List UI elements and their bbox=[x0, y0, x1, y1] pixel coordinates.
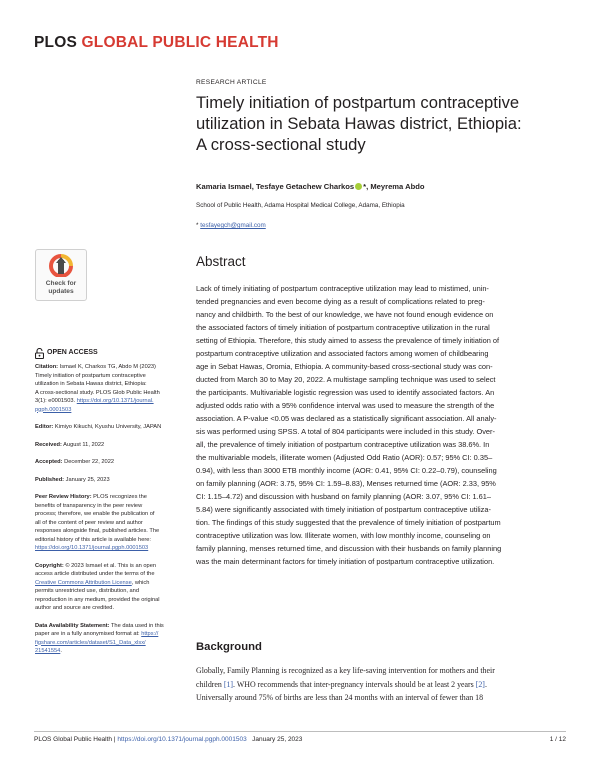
footer-divider bbox=[34, 731, 566, 732]
data-availability-label: Data Availability Statement: bbox=[35, 622, 110, 629]
data-link[interactable]: https:// bbox=[141, 631, 159, 637]
abstract-line: contraceptive utilization was low. Illiterate women, with low monthly income, counseling on bbox=[196, 531, 491, 540]
corresponding-marker: * bbox=[363, 182, 367, 191]
background-line: Globally, Family Planning is recognized as a key life-saving intervention for mothers and their bbox=[196, 666, 495, 675]
abstract-line: family planning, menses returned time, and discussion with their husbands on family planning bbox=[196, 544, 502, 553]
abstract-line: the participants. Multivariable logistic regression was used to identify associated factors. An bbox=[196, 388, 495, 397]
abstract-line: setting of Ethiopia. Therefore, this study aimed to assess the prevalence of timely initiation of bbox=[196, 336, 500, 345]
peer-review-text: all of the content of peer review and author bbox=[35, 519, 143, 526]
abstract-line: the multivariable models, illiterate women (Adjusted Odd Ratio (AOR): 0.57; 95% CI: 0.35– bbox=[196, 453, 493, 462]
footer-doi-link[interactable]: https://doi.org/10.1371/journal.pgph.0001503 bbox=[117, 736, 247, 743]
background-heading: Background bbox=[196, 641, 262, 653]
peer-review-text: benefits of transparency in the peer review bbox=[35, 502, 143, 509]
footer-date: January 25, 2023 bbox=[252, 736, 303, 743]
title-line: Timely initiation of postpartum contraceptive bbox=[196, 93, 520, 112]
abstract-line: tion. The findings of this study suggested that the prevalence of timely initiation of postpartum bbox=[196, 518, 501, 527]
article-info-sidebar bbox=[35, 348, 185, 665]
published-line bbox=[35, 476, 185, 485]
copyright-text: reproduction in any medium, provided the original bbox=[35, 596, 160, 603]
background-line: Universally around 75% of births are less than 24 months with an interval of fewer than 18 bbox=[196, 693, 484, 702]
footer-separator: | bbox=[112, 736, 118, 743]
page-number: 1 / 12 bbox=[549, 736, 566, 743]
abstract-line: tended pregnancies and even become dying as a result of complications related to preg- bbox=[196, 297, 485, 306]
abstract-line: age in Sebat Hawas, Oromia, Ethiopia. A community-based cross-sectional study was con- bbox=[196, 362, 493, 371]
correspondence-symbol: * bbox=[196, 222, 199, 229]
copyright-label: Copyright: bbox=[35, 562, 64, 569]
background-body bbox=[196, 664, 576, 705]
peer-review-block bbox=[35, 493, 185, 553]
journal-banner bbox=[34, 34, 279, 52]
orcid-icon[interactable] bbox=[355, 183, 362, 190]
abstract-line: was the main determinant factors for timely initiation of postpartum contraceptive utilization. bbox=[196, 557, 495, 566]
accepted-label: Accepted: bbox=[35, 459, 63, 465]
badge-line: Check for bbox=[45, 280, 77, 287]
abstract-line: all, the prevalence of timely initiation of postpartum contraceptive utilization was 38.6%. In bbox=[196, 440, 490, 449]
citation-doi-link[interactable]: pgph.0001503 bbox=[35, 406, 72, 413]
editor-value: Kimiyo Kikuchi, Kyushu University, JAPAN bbox=[53, 424, 162, 430]
badge-label bbox=[36, 280, 86, 295]
peer-review-text: responses alongside final, published articles. The bbox=[35, 528, 160, 534]
reference-link-2[interactable]: [2] bbox=[475, 679, 485, 689]
editor-label: Editor: bbox=[35, 424, 54, 430]
author-list bbox=[196, 182, 425, 191]
citation-text: Ismael K, Charkos TG, Abdo M (2023) bbox=[58, 364, 156, 370]
citation-text: utilization in Sebata Hawas district, Ethiopia: bbox=[35, 381, 147, 387]
copyright-text: , which bbox=[131, 579, 150, 586]
abstract-line: 5.84) were significantly associated with timely initiation of postpartum contraceptive utiliza- bbox=[196, 505, 491, 514]
background-text: . bbox=[484, 679, 487, 689]
citation-doi-link[interactable]: https://doi.org/10.1371/journal. bbox=[76, 398, 154, 404]
peer-review-link[interactable]: https://doi.org/10.1371/journal.pgph.0001503 bbox=[35, 545, 149, 551]
correspondence bbox=[196, 222, 266, 229]
data-availability-end: . bbox=[60, 648, 62, 654]
abstract-line: the associated factors of timely initiation of postpartum contraceptive utilization in the rural bbox=[196, 323, 490, 332]
received-line bbox=[35, 441, 185, 450]
data-availability-text: The data used in this bbox=[109, 622, 164, 629]
copyright-text: author and source are credited. bbox=[35, 605, 115, 611]
citation-label: Citation: bbox=[35, 364, 59, 370]
data-availability-text: paper are in a fully anonymised format at: bbox=[35, 631, 142, 637]
page-footer bbox=[34, 736, 302, 743]
peer-review-text: process; therefore, we enable the publication of bbox=[35, 511, 155, 517]
background-line bbox=[196, 678, 576, 692]
journal-name: GLOBAL PUBLIC HEALTH bbox=[81, 34, 279, 51]
abstract-line: adjusted odds ratio with a 95% confidence interval was used to measure the strength of the bbox=[196, 401, 495, 410]
citation-text: A cross-sectional study. PLOS Glob Public Health bbox=[35, 389, 160, 396]
license-link[interactable]: Creative Commons Attribution License bbox=[35, 579, 132, 586]
abstract-line: 0.94), with less than 3000 ETB monthly income (AOR: 0.41, 95% CI: 0.22–0.79), counseling bbox=[196, 466, 497, 475]
abstract-heading: Abstract bbox=[196, 254, 246, 269]
title-line: utilization in Sebata Hawas district, Ethiopia: bbox=[196, 114, 522, 133]
citation-text: Timely initiation of postpartum contraceptive bbox=[35, 372, 146, 379]
abstract-body bbox=[196, 282, 576, 568]
abstract-line: postpartum contraceptive utilization and associated factors among women of childbearing bbox=[196, 349, 489, 358]
editor-line bbox=[35, 423, 185, 432]
background-text: . WHO recommends that inter-pregnancy intervals should be at least 2 years bbox=[233, 679, 476, 689]
copyright-text: © 2023 Ismael et al. This is an open bbox=[63, 562, 157, 569]
author-names: Kamaria Ismael, Tesfaye Getachew Charkos bbox=[196, 182, 355, 191]
reference-link-1[interactable]: [1] bbox=[223, 679, 234, 689]
journal-publisher: PLOS bbox=[34, 34, 78, 51]
abstract-line: on family planning (AOR: 3.75, 95% CI: 1.59–8.83), Menses returned time (AOR: 2.33, 95% bbox=[196, 479, 496, 488]
copyright-text: permits unrestricted use, distribution, and bbox=[35, 588, 140, 594]
received-label: Received: bbox=[35, 441, 62, 448]
check-for-updates-badge[interactable] bbox=[35, 249, 87, 301]
received-value: August 11, 2022 bbox=[61, 441, 105, 448]
data-availability-block bbox=[35, 622, 185, 656]
abstract-line: ducted from March 30 to May 20, 2022. A multistage sampling technique was used to select bbox=[196, 375, 496, 384]
citation-text: 3(1): e0001503. bbox=[35, 398, 77, 404]
peer-review-text: editorial history of this article is available here: bbox=[35, 536, 152, 543]
copyright-block bbox=[35, 562, 185, 613]
data-link[interactable]: 21541554 bbox=[35, 648, 61, 654]
abstract-line: Lack of timely initiating of postpartum contraceptive utilization may lead to mistimed, unin- bbox=[196, 284, 489, 293]
abstract-line: nancy and childbirth. To the best of our knowledge, we have not found enough evidence on bbox=[196, 310, 494, 319]
open-access-label bbox=[35, 348, 185, 359]
citation-block bbox=[35, 363, 185, 414]
footer-journal: PLOS Global Public Health bbox=[34, 736, 113, 743]
check-updates-icon bbox=[47, 254, 75, 277]
affiliation: School of Public Health, Adama Hospital Medical College, Adama, Ethiopia bbox=[196, 202, 405, 209]
open-lock-icon bbox=[35, 348, 44, 359]
background-text: children bbox=[196, 679, 224, 689]
abstract-line: sis was performed using SPSS. A total of 804 participants were included in this study. Over- bbox=[196, 427, 495, 436]
accepted-value: December 22, 2022 bbox=[62, 459, 115, 465]
author-names-2: , Meyrema Abdo bbox=[366, 182, 425, 191]
abstract-line: association. A P-value <0.05 was declared as a statistically significant association. All analy- bbox=[196, 414, 497, 423]
published-label: Published: bbox=[35, 476, 65, 483]
article-type: RESEARCH ARTICLE bbox=[196, 79, 267, 86]
badge-line: updates bbox=[48, 287, 74, 295]
title-line: A cross-sectional study bbox=[196, 135, 366, 154]
published-value: January 25, 2023 bbox=[64, 476, 110, 483]
correspondence-email[interactable]: tesfayegch@gmail.com bbox=[200, 222, 266, 229]
copyright-text: access article distributed under the terms of the bbox=[35, 571, 155, 577]
peer-review-label: Peer Review History: bbox=[35, 494, 92, 500]
open-access-text: OPEN ACCESS bbox=[47, 349, 98, 357]
article-title bbox=[196, 92, 576, 155]
peer-review-text: PLOS recognizes the bbox=[91, 494, 147, 500]
data-link[interactable]: figshare.com/articles/dataset/S1_Data_xlsx/ bbox=[35, 639, 146, 646]
abstract-line: CI: 1.15–4.72) and discussion with husband on family planning (AOR: 3.07, 95% CI: 1.61– bbox=[196, 492, 491, 501]
accepted-line bbox=[35, 458, 185, 467]
